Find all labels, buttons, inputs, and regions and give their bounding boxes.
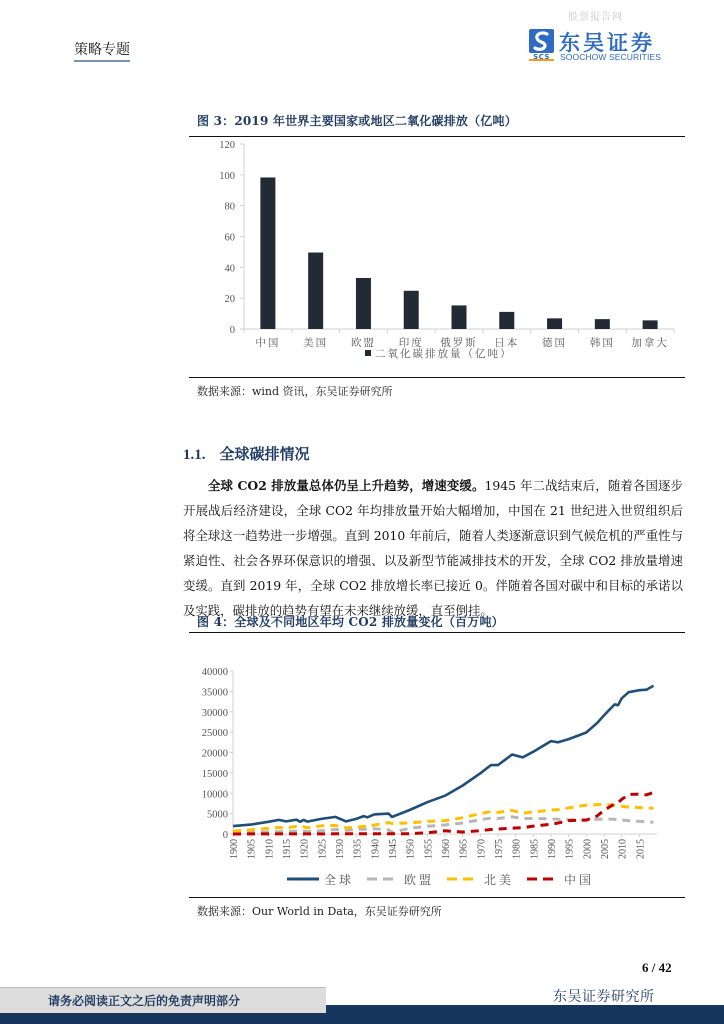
x-tick-label: 加拿大 (631, 338, 669, 349)
figure-4-top-rule (189, 632, 685, 633)
x-tick-label: 2010 (617, 839, 629, 859)
y-tick-label: 40 (224, 263, 235, 275)
x-tick-label: 1980 (511, 839, 523, 859)
section-title: 全球碳排情况 (219, 445, 310, 463)
body-paragraph (183, 473, 683, 623)
x-tick-label: 印度 (398, 338, 424, 349)
x-tick-label: 2000 (582, 839, 594, 859)
y-tick-label: 0 (229, 325, 235, 336)
figure-3-bottom-rule (189, 377, 685, 378)
y-tick-label: 100 (219, 170, 235, 182)
bar (547, 318, 562, 329)
figure-4-line-chart (189, 650, 685, 895)
figure-4-source: 数据来源：Our World in Data，东吴证券研究所 (197, 905, 442, 918)
y-tick-label: 80 (224, 201, 235, 213)
x-tick-label: 1970 (476, 839, 488, 859)
y-tick-label: 25000 (201, 728, 228, 740)
x-tick-label: 1945 (388, 839, 399, 859)
x-tick-label: 1925 (317, 839, 329, 859)
y-tick-label: 20000 (201, 748, 228, 760)
bar (356, 278, 371, 329)
x-tick-label: 1940 (370, 839, 382, 859)
company-logo (529, 28, 679, 64)
x-tick-label: 俄罗斯 (440, 338, 478, 349)
x-tick-label: 1995 (564, 839, 576, 859)
y-tick-label: 120 (219, 140, 235, 151)
page-number: 6 / 42 (642, 960, 672, 975)
y-tick-label: 35000 (201, 687, 228, 699)
y-tick-label: 20 (224, 294, 235, 306)
logo-scs-mark: SCS (529, 53, 554, 61)
x-tick-label: 1915 (282, 839, 293, 859)
x-tick-label: 韩国 (589, 338, 615, 349)
footer-disclaimer: 请务必阅读正文之后的免责声明部分 (0, 987, 326, 1013)
bar (404, 291, 419, 329)
y-tick-label: 0 (222, 830, 228, 841)
section-heading (183, 443, 310, 464)
bar (260, 177, 275, 329)
x-tick-label: 2005 (600, 839, 611, 859)
paragraph-lead: 全球 CO2 排放量总体仍呈上升趋势，增速变缓。 (208, 478, 485, 493)
bar (595, 319, 610, 329)
x-tick-label: 1930 (335, 839, 346, 859)
figure-3-source: 数据来源：wind 资讯，东吴证券研究所 (197, 385, 393, 398)
bar (452, 305, 467, 329)
figure-4-bottom-rule (189, 897, 685, 898)
legend-swatch (365, 350, 371, 356)
watermark: 股票报告网 (568, 12, 623, 23)
x-tick-label: 1990 (547, 839, 558, 859)
y-tick-label: 5000 (207, 809, 228, 821)
bar (308, 253, 323, 329)
report-category-title: 策略专题 (74, 39, 130, 62)
series-line (233, 804, 654, 831)
x-tick-label: 德国 (542, 338, 568, 349)
x-tick-label: 1935 (352, 839, 364, 859)
x-tick-label: 1910 (264, 839, 276, 859)
paragraph-text: 1945 年二战结束后，随着各国逐步开展战后经济建设，全球 CO2 年均排放量开始大幅增加，中国在 21 世纪进入世贸组织后将全球这一趋势进一步增强。直到 2010 年前后，随着人类逐渐意识到气候危机的严重性与紧迫性、社会各界环保意识的增强、以及新型节能减排技术的开发，全球 CO2 排放量增速变缓。直到 2019 年，全球 CO2 排放增长率已接近 0。伴随着各国对碳中和目标的承诺以及实践，碳排放的趋势有望在未来继续放缓，直至倒挂。 (183, 478, 683, 618)
x-tick-label: 1950 (405, 839, 417, 859)
x-tick-label: 1965 (458, 839, 470, 859)
bar (499, 312, 514, 329)
legend-label: 二氧化碳排放量（亿吨） (375, 349, 513, 360)
y-tick-label: 60 (224, 232, 235, 244)
logo-english-name: SOOCHOW SECURITIES (560, 52, 661, 62)
x-tick-label: 1905 (246, 839, 258, 859)
figure-4-title: 图 4：全球及不同地区年均 CO2 排放量变化（百万吨） (197, 615, 504, 629)
x-tick-label: 欧盟 (350, 338, 376, 349)
logo-chinese-name: 东吴证券 (559, 31, 655, 55)
y-tick-label: 15000 (201, 768, 228, 780)
section-number: 1.1. (183, 447, 206, 463)
logo-s-icon (529, 29, 554, 53)
figure-3-title: 图 3：2019 年世界主要国家或地区二氧化碳排放（亿吨） (197, 114, 517, 128)
y-tick-label: 40000 (201, 667, 228, 678)
x-tick-label: 2015 (635, 839, 647, 859)
x-tick-label: 中国 (255, 338, 281, 349)
footer-org-name: 东吴证券研究所 (553, 989, 655, 1005)
legend-label: 北美 (484, 873, 515, 887)
legend-label: 中国 (564, 873, 595, 887)
x-tick-label: 1900 (229, 839, 240, 859)
x-tick-label: 1975 (494, 839, 505, 859)
legend-label: 欧盟 (404, 873, 435, 887)
x-tick-label: 1955 (423, 839, 435, 859)
x-tick-label: 1960 (441, 839, 452, 859)
x-tick-label: 美国 (303, 338, 329, 349)
bar (643, 320, 658, 329)
series-line (233, 686, 654, 826)
figure-3-bar-chart (189, 136, 689, 372)
x-tick-label: 1985 (529, 839, 541, 859)
x-tick-label: 1920 (299, 839, 311, 859)
y-tick-label: 10000 (201, 789, 228, 801)
legend-label: 全球 (324, 873, 355, 887)
x-tick-label: 日本 (494, 338, 520, 349)
y-tick-label: 30000 (201, 707, 228, 719)
